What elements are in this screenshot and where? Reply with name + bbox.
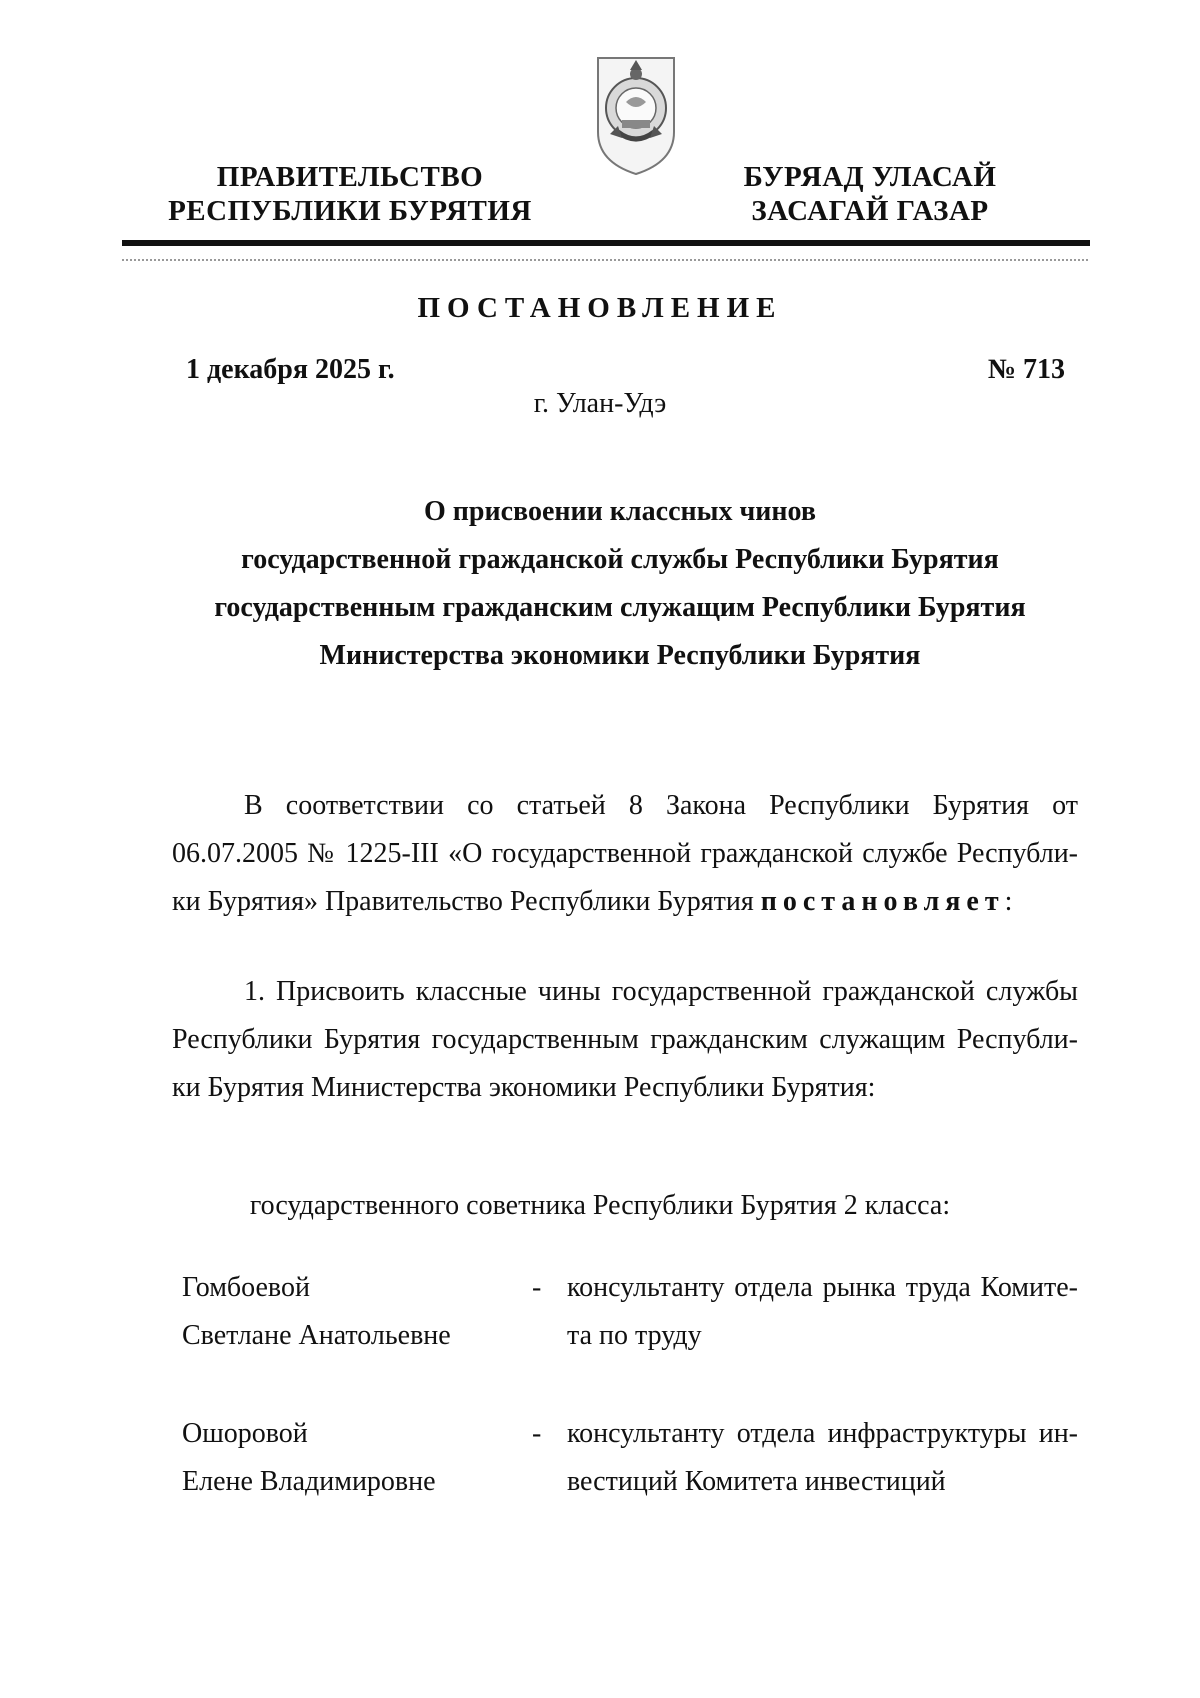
- preamble-line-3: [172, 878, 1078, 926]
- appointee-surname: Гомбоевой: [182, 1272, 310, 1303]
- appointee-position-line1: консультанту отдела инфраструктуры ин-: [567, 1418, 1078, 1449]
- header-right-line2: ЗАСАГАЙ ГАЗАР: [751, 195, 989, 227]
- appointee-position-line1: консультанту отдела рынка труда Комите-: [567, 1272, 1078, 1303]
- document-type-title: ПОСТАНОВЛЕНИЕ: [417, 292, 783, 324]
- appointee-dash: -: [532, 1272, 542, 1303]
- appointee-position-line2: та по труду: [567, 1320, 702, 1351]
- item1-line-3: ки Бурятия Министерства экономики Республики Бурятия:: [172, 1072, 876, 1103]
- appointee-position-line2: вестиций Комитета инвестиций: [567, 1466, 946, 1497]
- header-left: [160, 160, 540, 228]
- appointee-position: [567, 1264, 1078, 1360]
- decree-word: постановляет: [760, 886, 1005, 917]
- appointee-name: [182, 1410, 522, 1506]
- header-right-line1: БУРЯАД УЛАСАЙ: [743, 161, 997, 193]
- subject-line-4: Министерства экономики Республики Бурятия: [319, 640, 921, 671]
- header-divider-thick: [122, 240, 1090, 246]
- document-date: 1 декабря 2025 г.: [186, 354, 395, 385]
- decree-colon: :: [1004, 886, 1013, 917]
- preamble-line-2: 06.07.2005 № 1225-III «О государственной гражданской службе Республи-: [172, 838, 1078, 869]
- preamble-line-1: В соответствии со статьей 8 Закона Республики Бурятия от: [244, 790, 1078, 821]
- preamble-paragraph: [172, 782, 1078, 926]
- appointee-row: [182, 1264, 1082, 1364]
- subject-line-1: О присвоении классных чинов: [424, 496, 816, 527]
- document-number: № 713: [987, 354, 1065, 385]
- item-1-paragraph: [172, 968, 1078, 1112]
- appointee-position: [567, 1410, 1078, 1506]
- appointee-surname: Ошоровой: [182, 1418, 308, 1449]
- appointee-row: [182, 1410, 1082, 1510]
- appointee-given-name: Светлане Анатольевне: [182, 1320, 451, 1351]
- rank-heading: государственного советника Республики Бурятия 2 класса:: [249, 1190, 951, 1221]
- subject-line-3: государственным гражданским служащим Республики Бурятия: [214, 592, 1026, 623]
- header-divider-thin: [122, 259, 1090, 261]
- appointee-given-name: Елене Владимировне: [182, 1466, 436, 1497]
- appointee-dash: -: [532, 1418, 542, 1449]
- header-left-line2: РЕСПУБЛИКИ БУРЯТИЯ: [168, 195, 532, 227]
- header-left-line1: ПРАВИТЕЛЬСТВО: [216, 161, 484, 193]
- document-city: г. Улан-Удэ: [533, 388, 667, 419]
- subject-line-2: государственной гражданской службы Республики Бурятия: [241, 544, 999, 575]
- preamble-line-3-text: ки Бурятия» Правительство Республики Бурятия: [172, 886, 754, 917]
- item1-line-2: Республики Бурятия государственным гражданским служащим Республи-: [172, 1024, 1078, 1055]
- header-right: [680, 160, 1060, 228]
- item1-line-1: 1. Присвоить классные чины государственной гражданской службы: [244, 976, 1078, 1007]
- buryatia-coat-of-arms-icon: [588, 54, 684, 178]
- document-subject: [140, 488, 1100, 680]
- appointee-name: [182, 1264, 522, 1360]
